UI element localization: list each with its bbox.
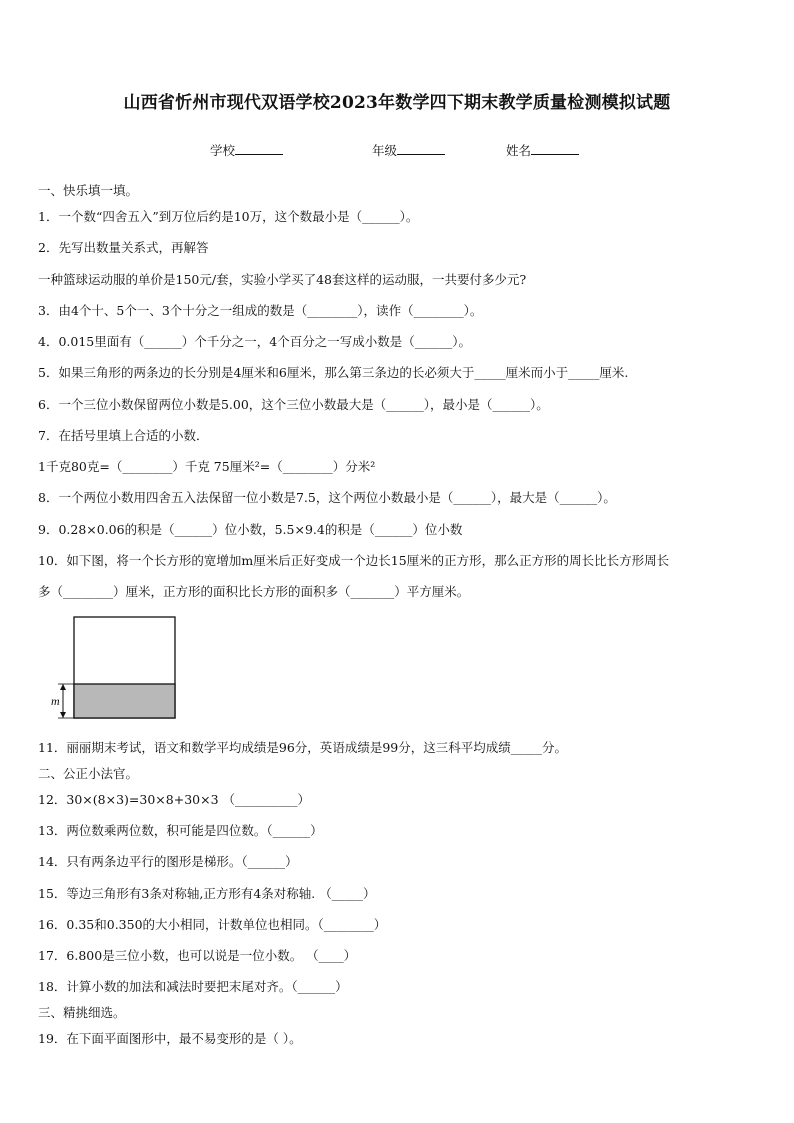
question-18: 18．计算小数的加法和减法时要把末尾对齐。（______） — [38, 979, 348, 994]
grade-label: 年级 — [372, 143, 398, 158]
question-1: 1．一个数“四舍五入”到万位后约是10万，这个数最小是（______）。 — [38, 209, 419, 224]
question-5: 5．如果三角形的两条边的长分别是4厘米和6厘米，那么第三条边的长必须大于_____厘米而小于_____厘米. — [38, 365, 629, 380]
question-3: 3．由4个十、5个一、3个十分之一组成的数是（________），读作（________）。 — [38, 303, 483, 318]
question-15: 15．等边三角形有3条对称轴,正方形有4条对称轴. （_____） — [38, 886, 376, 901]
grade-blank[interactable] — [397, 142, 445, 155]
question-14: 14．只有两条边平行的图形是梯形。（______） — [38, 854, 298, 869]
question-12: 12．30×(8×3)=30×8+30×3 （__________） — [38, 792, 311, 807]
shaded-strip — [74, 684, 175, 718]
arrow-down-icon — [60, 712, 66, 718]
name-label: 姓名 — [506, 143, 532, 158]
question-16: 16．0.35和0.350的大小相同，计数单位也相同。（________） — [38, 917, 387, 932]
grade-field — [372, 141, 445, 159]
question-9: 9．0.28×0.06的积是（______）位小数，5.5×9.4的积是（______）位小数 — [38, 522, 463, 537]
rectangle-figure — [46, 614, 186, 724]
question-10-cont: 多（________）厘米，正方形的面积比长方形的面积多（_______）平方厘米。 — [38, 584, 470, 599]
question-13: 13．两位数乘两位数，积可能是四位数。（______） — [38, 823, 323, 838]
question-10: 10．如下图，将一个长方形的宽增加m厘米后正好变成一个边长15厘米的正方形，那么正方形的周长比长方形周长 — [38, 553, 670, 568]
page-title: 山西省忻州市现代双语学校2023年数学四下期末教学质量检测模拟试题 — [123, 93, 671, 113]
question-2: 2．先写出数量关系式，再解答 — [38, 240, 209, 255]
name-blank[interactable] — [531, 142, 579, 155]
name-field — [506, 141, 579, 159]
m-label: m — [51, 694, 60, 708]
question-6: 6．一个三位小数保留两位小数是5.00，这个三位小数最大是（______），最小是（______）。 — [38, 397, 549, 412]
section-2-heading: 二、公正小法官。 — [38, 766, 139, 781]
question-4: 4．0.015里面有（______）个千分之一，4个百分之一写成小数是（______）。 — [38, 334, 471, 349]
question-19: 19．在下面平面图形中，最不易变形的是（ ）。 — [38, 1031, 302, 1046]
section-3-heading: 三、精挑细选。 — [38, 1005, 126, 1020]
question-7: 7．在括号里填上合适的小数． — [38, 428, 209, 443]
question-11: 11．丽丽期末考试，语文和数学平均成绩是96分，英语成绩是99分，这三科平均成绩_____分。 — [38, 740, 567, 755]
school-field — [210, 141, 283, 159]
arrow-up-icon — [60, 684, 66, 690]
school-blank[interactable] — [235, 142, 283, 155]
school-label: 学校 — [210, 143, 236, 158]
section-1-heading: 一、快乐填一填。 — [38, 183, 139, 198]
question-2-detail: 一种篮球运动服的单价是150元/套，实验小学买了48套这样的运动服，一共要付多少元? — [38, 272, 527, 287]
question-8: 8．一个两位小数用四舍五入法保留一位小数是7.5，这个两位小数最小是（______），最大是（______）。 — [38, 490, 616, 505]
question-7-detail: 1千克80克=（________）千克 75厘米²=（________）分米² — [38, 459, 376, 474]
question-17: 17．6.800是三位小数，也可以说是一位小数。 （____） — [38, 948, 357, 963]
